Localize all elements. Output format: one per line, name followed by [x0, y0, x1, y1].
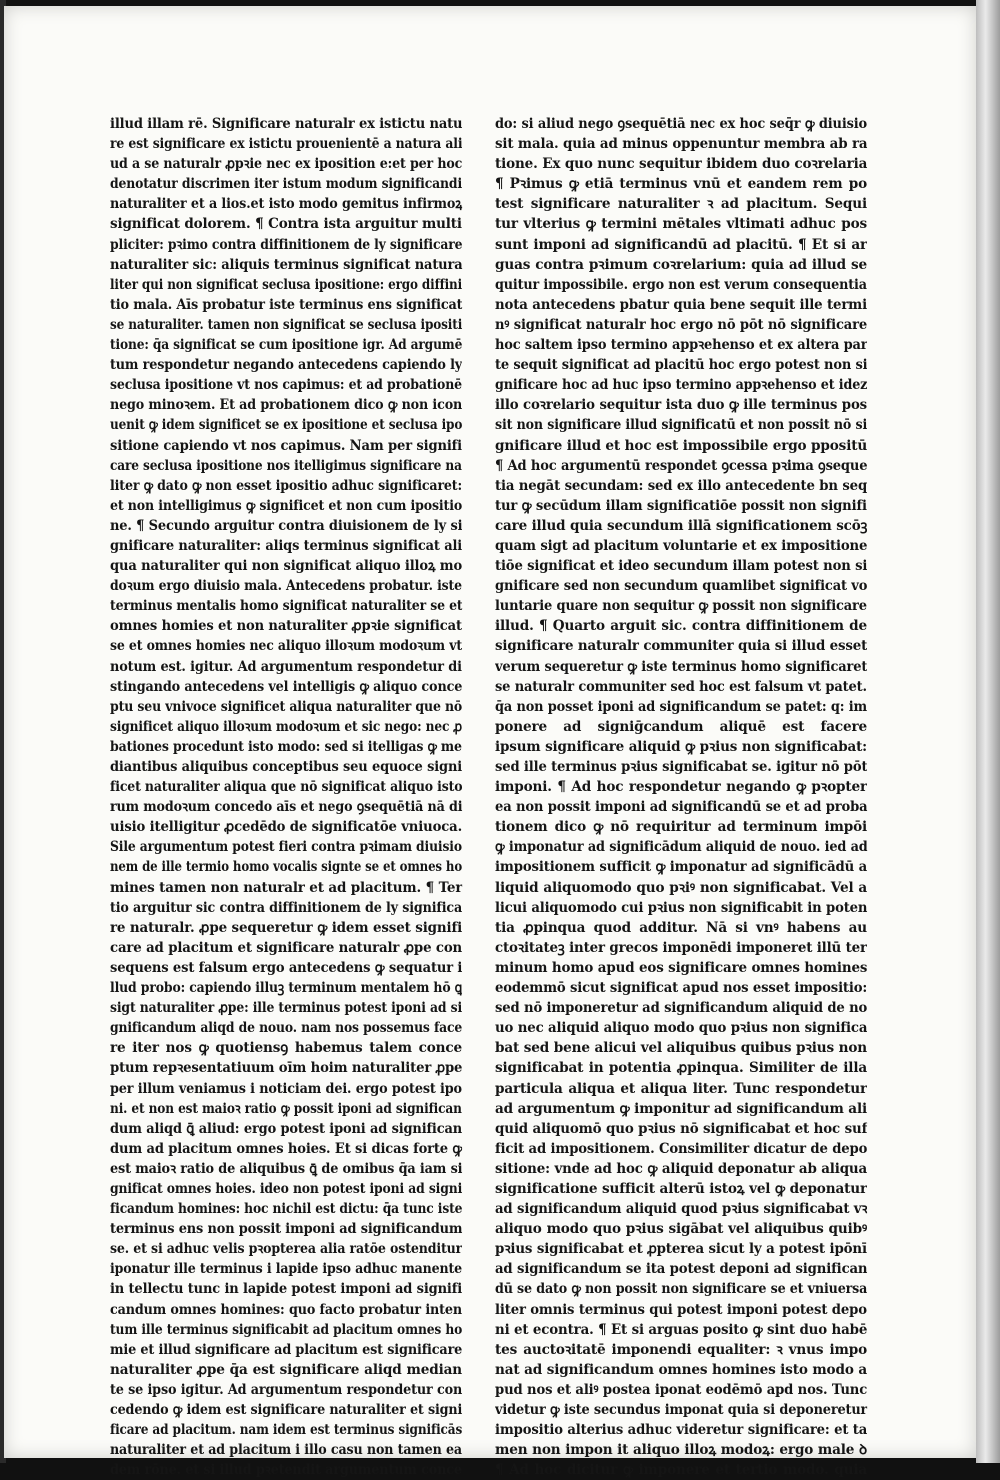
- text-line: guas contra pꝛimum coꝛrelarium: quia ad illud se: [495, 256, 867, 273]
- text-line: ꝙ imponatur ad significādum aliquid de nouo. ied ad: [495, 839, 868, 856]
- text-line: uo nec aliquid aliquo modo quo pꝛius non significa: [495, 1020, 868, 1037]
- text-line: sigt naturaliter ꝓpe: ille terminus potest iponi ad si: [110, 1000, 463, 1017]
- text-line: doꝛum ergo diuisio mala. Antecedens probatur. iste: [110, 578, 462, 595]
- text-line: luntarie quare non sequitur ꝙ possit non significare: [495, 598, 867, 615]
- text-line: se naturaliter. tamen non significat se seclusa ipositi: [110, 316, 463, 333]
- text-line: dū se dato ꝙ non possit non significare se et vniuersa: [495, 1281, 867, 1298]
- text-line: dum ad placitum omnes hoies. Et si dicas forte ꝙ: [110, 1140, 463, 1157]
- text-line: ¶ Pꝛimus ꝙ etiā terminus vnū et eandem rem po: [495, 176, 867, 193]
- text-line: care seclusa ipositione nos itelligimus significare na: [110, 457, 462, 474]
- text-line: pliciter: pꝛimo contra diffinitionem de ly significare: [110, 236, 463, 253]
- text-line: impositio alterius adhuc videretur significare: et ta: [495, 1422, 868, 1439]
- text-line: aliquo modo quo pꝛius sigābat vel aliquibus quibꝰ: [495, 1221, 867, 1238]
- text-line: bat sed bene alicui vel aliquibus quibus pꝛius non: [495, 1040, 867, 1057]
- text-line: denotatur discrimen iter istum modum significandi: [110, 176, 463, 193]
- text-line: liquid aliquomodo quo pꝛiꝰ non significabat. Vel a: [495, 879, 867, 896]
- text-line: tur ꝙ secūdum illam significatiōe possit non signifi: [495, 497, 867, 514]
- text-line: ¶ Ad hoc argumentū respondet ꝯcessa pꝛima ꝯseque: [495, 457, 868, 474]
- text-line: te sequit significat ad placitū hoc ergo potest non si: [495, 357, 868, 374]
- text-line: qua naturaliter qui non significat aliquo illoꝝ mo: [110, 558, 463, 575]
- text-line: sit non significare illud significatū et non possit nō si: [495, 417, 868, 434]
- text-line: nꝰ significat naturalr hoc ergo nō pōt nō significare: [495, 316, 868, 333]
- text-line: Sile argumentum potest fieri contra pꝛimam diuisio: [110, 839, 462, 856]
- text-line: liter qui non significat seclusa ipositione: ergo diffini: [110, 276, 462, 293]
- text-line: men non impon it aliquo illoꝝ modoꝝ: ergo male ꝺ: [495, 1442, 867, 1459]
- text-line: quitur impossibile. ergo non est verum consequentia: [495, 276, 867, 293]
- text-line: sed nō imponeretur ad significandum aliquid de no: [495, 1000, 868, 1017]
- text-line: ad argumentum ꝙ imponitur ad significandum ali: [495, 1100, 867, 1117]
- scan-right-edge: [976, 0, 1000, 1463]
- text-line: ni. et non est maioꝛ ratio ꝙ possit iponi ad significan: [110, 1100, 462, 1117]
- text-line: candum omnes homines: quo facto probatur inten: [110, 1301, 462, 1318]
- text-line: se et omnes homies nec aliquo illoꝛum modoꝛum vt: [110, 638, 462, 655]
- text-line: rum modoꝛum concedo aīs et nego ꝯsequētiā nā di: [110, 799, 463, 816]
- text-line: imponi. ¶ Ad hoc respondetur negando ꝙ pꝛopter: [495, 779, 867, 796]
- text-line: gnificare sed non secundum quamlibet significat vo: [495, 578, 868, 595]
- text-line: naturaliter et a lios.et isto modo gemitus infirmoꝝ: [110, 196, 463, 213]
- text-line: videtur ꝙ iste secundus imponat quia si deponeretur: [495, 1402, 868, 1418]
- text-line: care illud quia secundum illā significationem scōꝫ: [495, 517, 867, 534]
- text-line: ne. ¶ Secundo arguitur contra diuisionem de ly si: [110, 517, 463, 534]
- text-line: verum sequeretur ꝙ iste terminus homo significaret: [495, 658, 867, 675]
- text-line: liter omnis terminus qui potest imponi potest depo: [495, 1301, 867, 1318]
- text-line: tio mala. Aīs probatur iste terminus ens significat: [110, 296, 463, 313]
- text-line: ptu seu vnivoce significet aliqua naturaliter que nō: [110, 698, 462, 715]
- text-line: tia negāt secundam: sed ex illo antecedente bn seq: [495, 477, 868, 494]
- text-line: nat ad significandum omnes homines isto modo a: [495, 1361, 867, 1378]
- text-line: ponere ad signiḡcandum aliquē est facere: [495, 718, 867, 735]
- text-line: illud. ¶ Quarto arguit sic. contra diffinitionem de: [495, 618, 867, 635]
- text-line: sitione: vnde ad hoc ꝙ aliquid deponatur ab aliqua: [495, 1160, 868, 1177]
- text-line: illud illam rē. Significare naturalr ex istictu natu: [110, 116, 463, 132]
- text-line: nego minoꝛem. Et ad probationem dico ꝙ non icon: [110, 397, 463, 414]
- text-line: do: si aliud nego ꝯsequētiā nec ex hoc seq̄r ꝙ diuisio: [495, 116, 868, 132]
- text-line: minum homo apud eos significare omnes homines: [495, 959, 867, 976]
- text-line: impositionem sufficit ꝙ imponatur ad significādū a: [495, 859, 868, 876]
- text-line: re est significare ex istictu prouenientē a natura ali: [110, 136, 463, 153]
- text-line: ¶ Ad hoc dicitur ꝙ imponere et tertio modo. quia: [495, 1462, 867, 1479]
- text-line: in tellectu tunc in lapide potest imponi ad signifi: [110, 1281, 462, 1298]
- text-line: cedendo ꝙ idem est significare naturaliter et signi: [110, 1402, 462, 1418]
- text-line: tiōe significat et ideo secundum illam potest non si: [495, 558, 868, 575]
- text-line: tia ꝓpinqua quod additur. Nā si vnꝰ habens au: [495, 919, 867, 936]
- text-line: terminus mentalis homo significat naturaliter se et: [110, 598, 463, 615]
- text-line: seclusa ipositione vt nos capimus: et ad probationē: [110, 377, 462, 394]
- text-line: omnes homies et non naturaliter ꝓpꝛie significat: [110, 618, 462, 635]
- text-line: test significare naturaliter ꝛ ad placitum. Sequi: [495, 196, 867, 213]
- text-line: eodemmō sicut significat apud nos esset impositio:: [495, 980, 867, 997]
- text-line: gnificare naturaliter: aliqs terminus significat ali: [110, 537, 463, 554]
- text-line: terminus ens non possit imponi ad significandum: [110, 1221, 463, 1238]
- text-line: ficandum homines: hoc nichil est dictu: q̄a tunc iste: [110, 1201, 463, 1218]
- text-line: tum ille terminus significabit ad placitum omnes ho: [110, 1321, 463, 1338]
- text-line: sitione capiendo vt nos capimus. Nam per signifi: [110, 437, 462, 454]
- text-line: uenit ꝙ idem significet se ex ipositione et seclusa ipo: [110, 417, 463, 434]
- text-line: tio arguitur sic contra diffinitionem de ly significa: [110, 899, 463, 916]
- text-line: sed ille terminus pꝛius significabat se. igitur nō pōt: [495, 759, 867, 775]
- text-line: naturaliter et ad placitum i illo casu non tamen ea: [110, 1442, 462, 1459]
- text-line: pud nos et aliꝰ postea iponat eodēmō apd nos. Tunc: [495, 1381, 868, 1398]
- text-line: care ad placitum et significare naturalr ꝓpe con: [110, 939, 463, 956]
- text-line: se naturalr communiter sed hoc est falsum vt patet.: [495, 678, 867, 695]
- text-line: naturaliter sic: aliquis terminus significat natura: [110, 256, 463, 273]
- text-line: sit mala. quia ad minus oppenuntur membra ab ra: [495, 136, 868, 153]
- text-line: ea non possit imponi ad significandū se et ad proba: [495, 799, 868, 816]
- text-line: gnificare hoc ad huc ipso termino appꝛehenso et idez: [495, 377, 868, 394]
- text-line: dem rōne. et si illud pꝛetendit argumentum conce: [110, 1462, 462, 1479]
- text-line: notum est. igitur. Ad argumentum respondetur di: [110, 658, 462, 675]
- text-line: particula aliqua et aliqua liter. Tunc respondetur: [495, 1080, 867, 1097]
- text-line: ptum repꝛesentatiuum oīm hoim naturaliter ꝓpe: [110, 1060, 462, 1077]
- text-line: nem de ille termio homo vocalis signte se et omnes ho: [110, 859, 463, 876]
- text-line: per illum veniamus i noticiam dei. ergo potest ipo: [110, 1080, 462, 1097]
- text-line: quid aliquomō quo pꝛius nō significabat et hoc suf: [495, 1120, 868, 1137]
- text-line: gnificandum aliqd de nouo. nam nos possemus face: [110, 1020, 463, 1037]
- text-line: significet aliquo illoꝛum modoꝛum et sic nego: nec ꝓ: [110, 718, 463, 735]
- text-line: tione. Ex quo nunc sequitur ibidem duo coꝛrelaria: [495, 156, 868, 173]
- text-line: et non intelligimus ꝙ significet et non cum ipositio: [110, 497, 463, 514]
- text-line: tione: q̄a significat se cum ipositione igr. Ad argumē: [110, 337, 463, 354]
- text-line: q̄a non posset iponi ad significandum se patet: q: im: [495, 698, 868, 715]
- text-line: tes auctoꝛitatē imponendi equaliter: ꝛ vnus impo: [495, 1341, 867, 1358]
- text-line: llud probo: capiendo illuꝫ terminum mentalem hō ꝗ: [110, 980, 462, 997]
- text-line: re iter nos ꝙ quotiensꝯ habemus talem conce: [110, 1040, 462, 1057]
- text-line: re naturalr. ꝓpe sequeretur ꝙ idem esset signifi: [110, 919, 463, 936]
- text-line: naturaliter ꝓpe q̄a est significare aliqd median: [110, 1361, 462, 1378]
- text-line: ipsum significare aliquid ꝙ pꝛius non significabat:: [495, 738, 867, 755]
- text-line: significatione sufficit alterū istoꝝ vel ꝙ deponatur: [495, 1180, 867, 1197]
- text-line: significare naturalr communiter quia si illud esset: [495, 638, 867, 655]
- text-line: significabat in potentia ꝓpinqua. Similiter de illa: [495, 1060, 867, 1077]
- text-line: ad significandum aliquid quod pꝛius significabat vꝛ: [495, 1201, 868, 1218]
- text-line: tum respondetur negando antecedens capiendo ly: [110, 357, 462, 374]
- text-line: hoc saltem ipso termino appꝛehenso et ex altera par: [495, 337, 868, 354]
- text-line: uisio itelligitur ꝓcedēdo de significatōe vniuoca.: [110, 819, 462, 836]
- text-line: gnificare illud et hoc est impossibile ergo ppositū: [495, 437, 867, 454]
- text-line: nota antecedens pbatur quia bene sequit ille termi: [495, 296, 868, 313]
- left-text-column: [110, 114, 462, 1480]
- text-line: se. et si adhuc velis pꝛopterea alia ratōe ostenditur: [110, 1241, 463, 1258]
- text-line: tur vlterius ꝙ termini mētales vltimati adhuc pos: [495, 216, 867, 233]
- text-line: ctoꝛitateꝫ inter grecos imponēdi imponeret illū ter: [495, 939, 867, 956]
- text-line: ad significandum se ita potest deponi ad significan: [495, 1261, 868, 1278]
- text-line: stingando antecedens vel intelligis ꝙ aliquo conce: [110, 678, 462, 695]
- text-line: est maioꝛ ratio de aliquibus ꝗ̄ de omibus q̄a iam si: [110, 1160, 463, 1177]
- text-line: mie et illud significare ad placitum est significare: [110, 1341, 462, 1358]
- text-line: iponatur ille terminus i lapide ipso adhuc manente: [110, 1261, 463, 1278]
- text-line: ficit ad impositionem. Consimiliter dicatur de depo: [495, 1140, 867, 1157]
- text-line: diantibus aliquibus conceptibus seu equoce signi: [110, 759, 463, 775]
- text-line: ficare ad placitum. nam idem est terminus significās: [110, 1422, 462, 1439]
- text-line: licui aliquomodo cui pꝛius non significabit in poten: [495, 899, 868, 916]
- text-line: tionem dico ꝙ nō requiritur ad terminum impōi: [495, 819, 867, 836]
- text-line: significat dolorem. ¶ Contra ista arguitur multi: [110, 216, 462, 233]
- text-line: sunt imponi ad significandū ad placitū. ¶ Et si ar: [495, 236, 867, 253]
- text-line: sequens est falsum ergo antecedens ꝙ sequatur i: [110, 959, 463, 976]
- text-line: te se ipso igitur. Ad argumentum respondetur con: [110, 1381, 463, 1398]
- text-line: mines tamen non naturalr et ad placitum. ¶ Ter: [110, 879, 463, 896]
- text-line: quam sigt ad placitum voluntarie et ex impositione: [495, 537, 868, 554]
- text-line: ni et econtra. ¶ Et si arguas posito ꝙ sint duo habē: [495, 1321, 867, 1338]
- text-line: ficet naturaliter aliqua que nō significat aliquo isto: [110, 779, 463, 796]
- right-text-column: [495, 114, 867, 1480]
- text-line: liter ꝙ dato ꝙ non esset ipositio adhuc significaret:: [110, 477, 462, 494]
- text-line: dum aliqd ꝗ̄ aliud: ergo potest iponi ad significan: [110, 1120, 463, 1137]
- text-line: gnificat omnes hoies. ideo non potest iponi ad signi: [110, 1180, 463, 1197]
- text-line: pꝛius significabat et ꝓpterea sicut ly a potest ipōnī: [495, 1241, 867, 1258]
- text-line: bationes procedunt isto modo: sed si itelligas ꝙ me: [110, 738, 462, 755]
- text-line: illo coꝛrelario sequitur ista duo ꝙ ille terminus pos: [495, 397, 868, 414]
- text-line: ud a se naturalr ꝓpꝛie nec ex iposition e:et per hoc: [110, 156, 463, 173]
